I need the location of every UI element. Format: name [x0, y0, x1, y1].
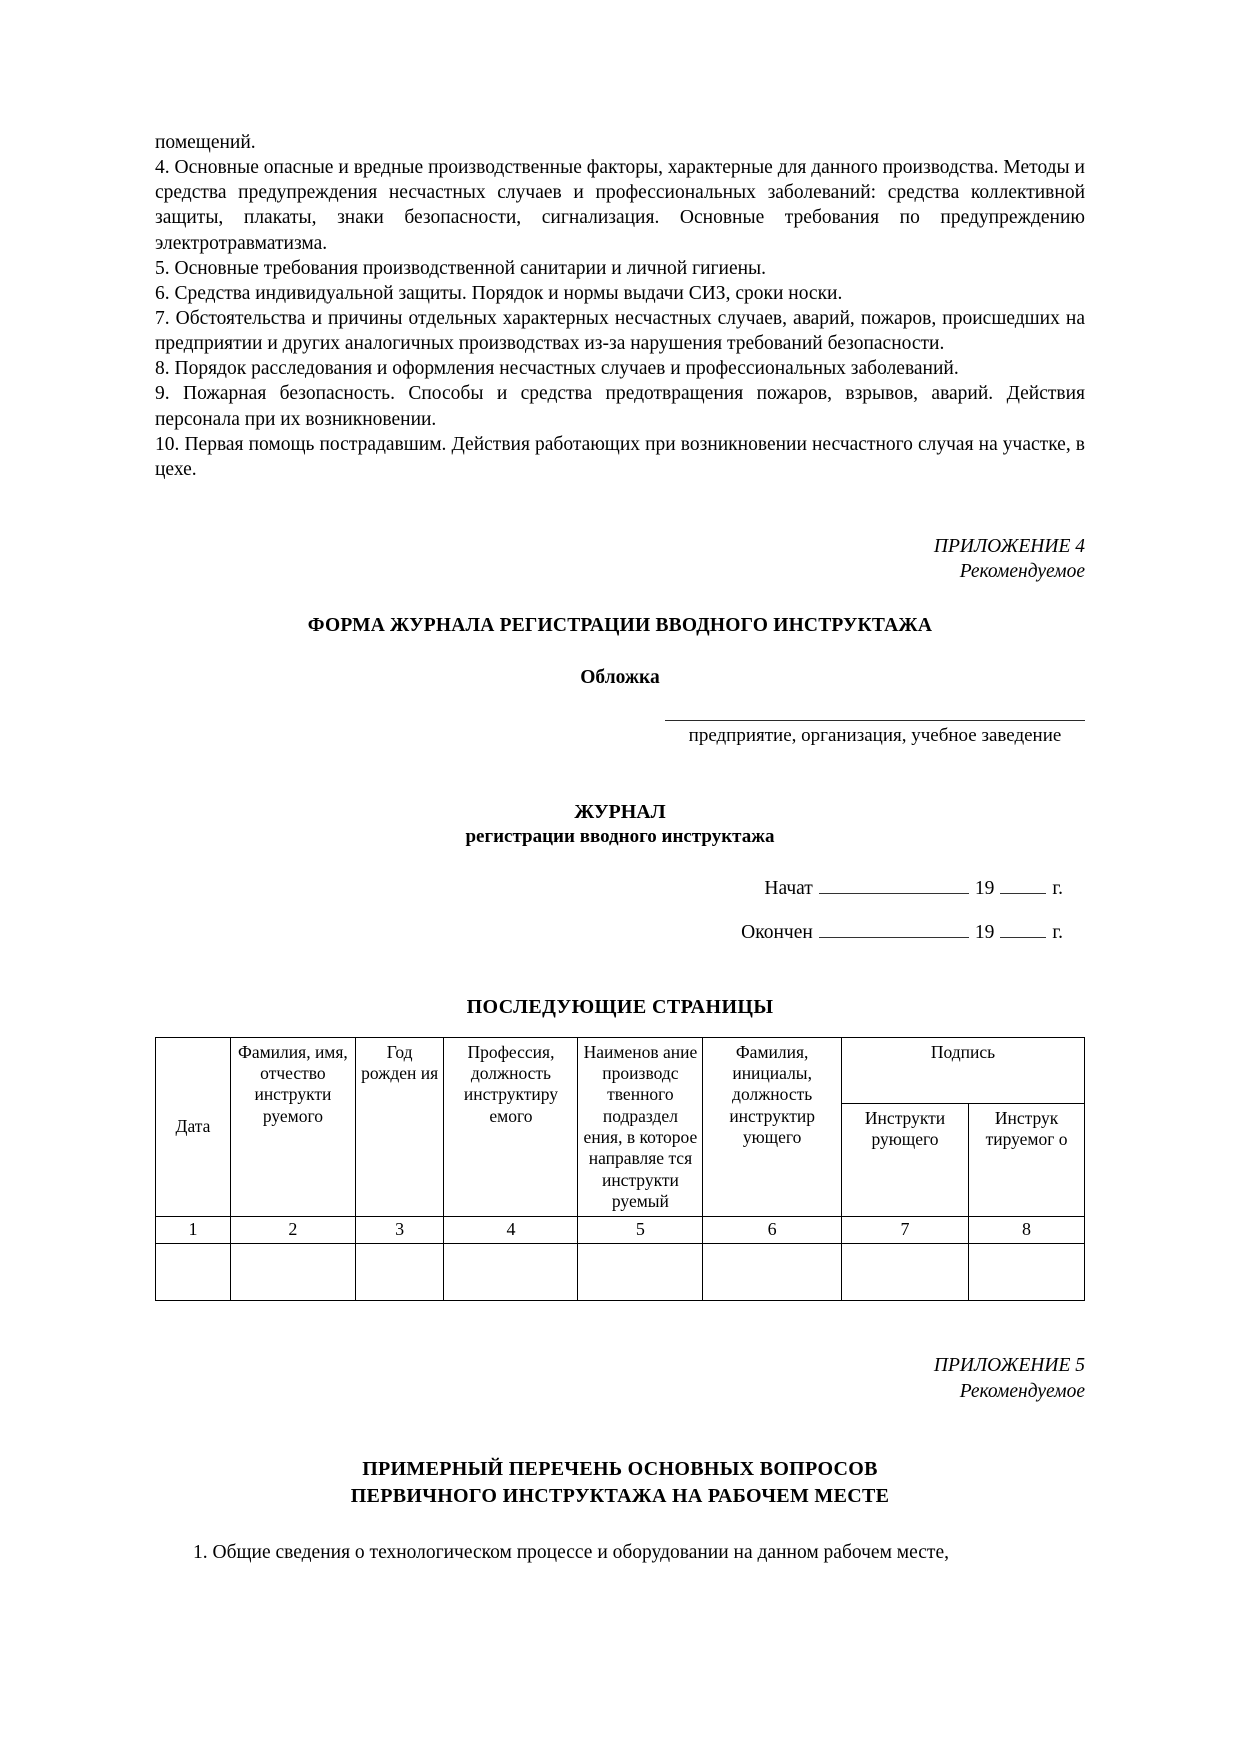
appendix-4-recommendation: Рекомендуемое [959, 561, 1085, 583]
journal-finished-row [155, 922, 1085, 944]
organization-line-wrapper [155, 719, 1085, 747]
journal-dates-block [155, 878, 1085, 944]
column-number: 1 [156, 1217, 231, 1244]
finished-year-prefix: 19 [974, 921, 995, 943]
appendix-5-number: ПРИЛОЖЕНИЕ 5 [933, 1355, 1085, 1377]
journal-word: ЖУРНАЛ [574, 800, 666, 823]
table-cell[interactable] [578, 1244, 703, 1301]
final-section-title [155, 1456, 1085, 1510]
table-cell[interactable] [969, 1244, 1085, 1301]
paragraph-item-4: 4. Основные опасные и вредные производственные факторы, характерные для данного производства. Методы и средства предупреждения несчастных случаев и профессиональных заболеваний: средства коллективной защиты, плакаты, знаки безопасности, сигнализация. Основные требования по предупреждению электротравматизма. [155, 157, 1085, 254]
finished-year-suffix: г. [1052, 921, 1063, 943]
started-year-blank[interactable] [1000, 878, 1046, 894]
cover-label: Обложка [580, 666, 660, 688]
column-number: 2 [230, 1217, 355, 1244]
organization-line-caption: предприятие, организация, учебное заведение [688, 724, 1062, 746]
table-cell[interactable] [444, 1244, 578, 1301]
appendix-5-header [155, 1353, 1085, 1404]
column-number: 8 [969, 1217, 1085, 1244]
paragraph-item-6: 6. Средства индивидуальной защиты. Порядок и нормы выдачи СИЗ, сроки носки. [155, 282, 843, 304]
table-cell[interactable] [355, 1244, 444, 1301]
paragraph-item-7: 7. Обстоятельства и причины отдельных характерных несчастных случаев, аварий, пожаров, происшедших на предприятии и других аналогичных производствах из-за нарушения требований безопасности. [155, 307, 1085, 355]
appendix-5-recommendation: Рекомендуемое [959, 1380, 1085, 1402]
subsequent-pages-title: ПОСЛЕДУЮЩИЕ СТРАНИЦЫ [466, 995, 774, 1018]
column-number: 5 [578, 1217, 703, 1244]
table-cell[interactable] [703, 1244, 842, 1301]
header-instructor: Фамилия, инициалы, должность инструктир ующего [703, 1037, 842, 1217]
table-cell[interactable] [841, 1244, 968, 1301]
paragraph-item-5: 5. Основные требования производственной санитарии и личной гигиены. [155, 257, 767, 279]
column-number: 7 [841, 1217, 968, 1244]
column-number: 3 [355, 1217, 444, 1244]
body-text-block [155, 130, 1085, 482]
paragraph-item-10: 10. Первая помощь пострадавшим. Действия работающих при возникновении несчастного случая на участке, в цехе. [155, 433, 1085, 480]
header-date: Дата [156, 1037, 231, 1217]
started-year-prefix: 19 [974, 877, 995, 899]
form-title: ФОРМА ЖУРНАЛА РЕГИСТРАЦИИ ВВОДНОГО ИНСТРУКТАЖА [307, 614, 933, 636]
journal-started-row [155, 878, 1085, 900]
table-row[interactable] [156, 1244, 1085, 1301]
started-year-suffix: г. [1052, 877, 1063, 899]
organization-line-box [665, 719, 1085, 747]
header-signature-instructed: Инструк тируемог о [969, 1104, 1085, 1217]
paragraph-item-8: 8. Порядок расследования и оформления несчастных случаев и профессиональных заболеваний. [155, 358, 959, 380]
journal-subtitle: регистрации вводного инструктажа [465, 825, 775, 847]
header-profession: Профессия, должность инструктиру емого [444, 1037, 578, 1217]
paragraph-continued: помещений. [155, 132, 256, 153]
paragraph-item-9: 9. Пожарная безопасность. Способы и средства предотвращения пожаров, взрывов, аварий. Действия персонала при их возникновении. [155, 383, 1085, 430]
finished-label: Окончен [741, 921, 813, 943]
final-title-line-1: ПРИМЕРНЫЙ ПЕРЕЧЕНЬ ОСНОВНЫХ ВОПРОСОВ [362, 1458, 878, 1481]
appendix-4-header [155, 534, 1085, 585]
journal-table [155, 1037, 1085, 1302]
header-signature-group: Подпись [841, 1037, 1084, 1103]
table-header-row-main [156, 1037, 1085, 1103]
finished-year-blank[interactable] [1000, 922, 1046, 938]
header-signature-instructor: Инструкти рующего [841, 1104, 968, 1217]
column-number: 6 [703, 1217, 842, 1244]
table-cell[interactable] [156, 1244, 231, 1301]
column-number: 4 [444, 1217, 578, 1244]
header-birth-year: Год рожден ия [355, 1037, 444, 1217]
finished-date-blank[interactable] [819, 922, 969, 938]
table-cell[interactable] [230, 1244, 355, 1301]
final-title-line-2: ПЕРВИЧНОГО ИНСТРУКТАЖА НА РАБОЧЕМ МЕСТЕ [350, 1485, 890, 1508]
appendix-4-number: ПРИЛОЖЕНИЕ 4 [933, 535, 1085, 557]
started-label: Начат [764, 877, 813, 899]
table-column-number-row [156, 1217, 1085, 1244]
started-date-blank[interactable] [819, 878, 969, 894]
header-fio: Фамилия, имя, отчество инструкти руемого [230, 1037, 355, 1217]
header-department: Наименов ание производс твенного подраздел ения, в которое направляе тся инструкти руемый [578, 1037, 703, 1217]
final-paragraph-1: 1. Общие сведения о технологическом процессе и оборудовании на данном рабочем месте, [193, 1542, 949, 1564]
